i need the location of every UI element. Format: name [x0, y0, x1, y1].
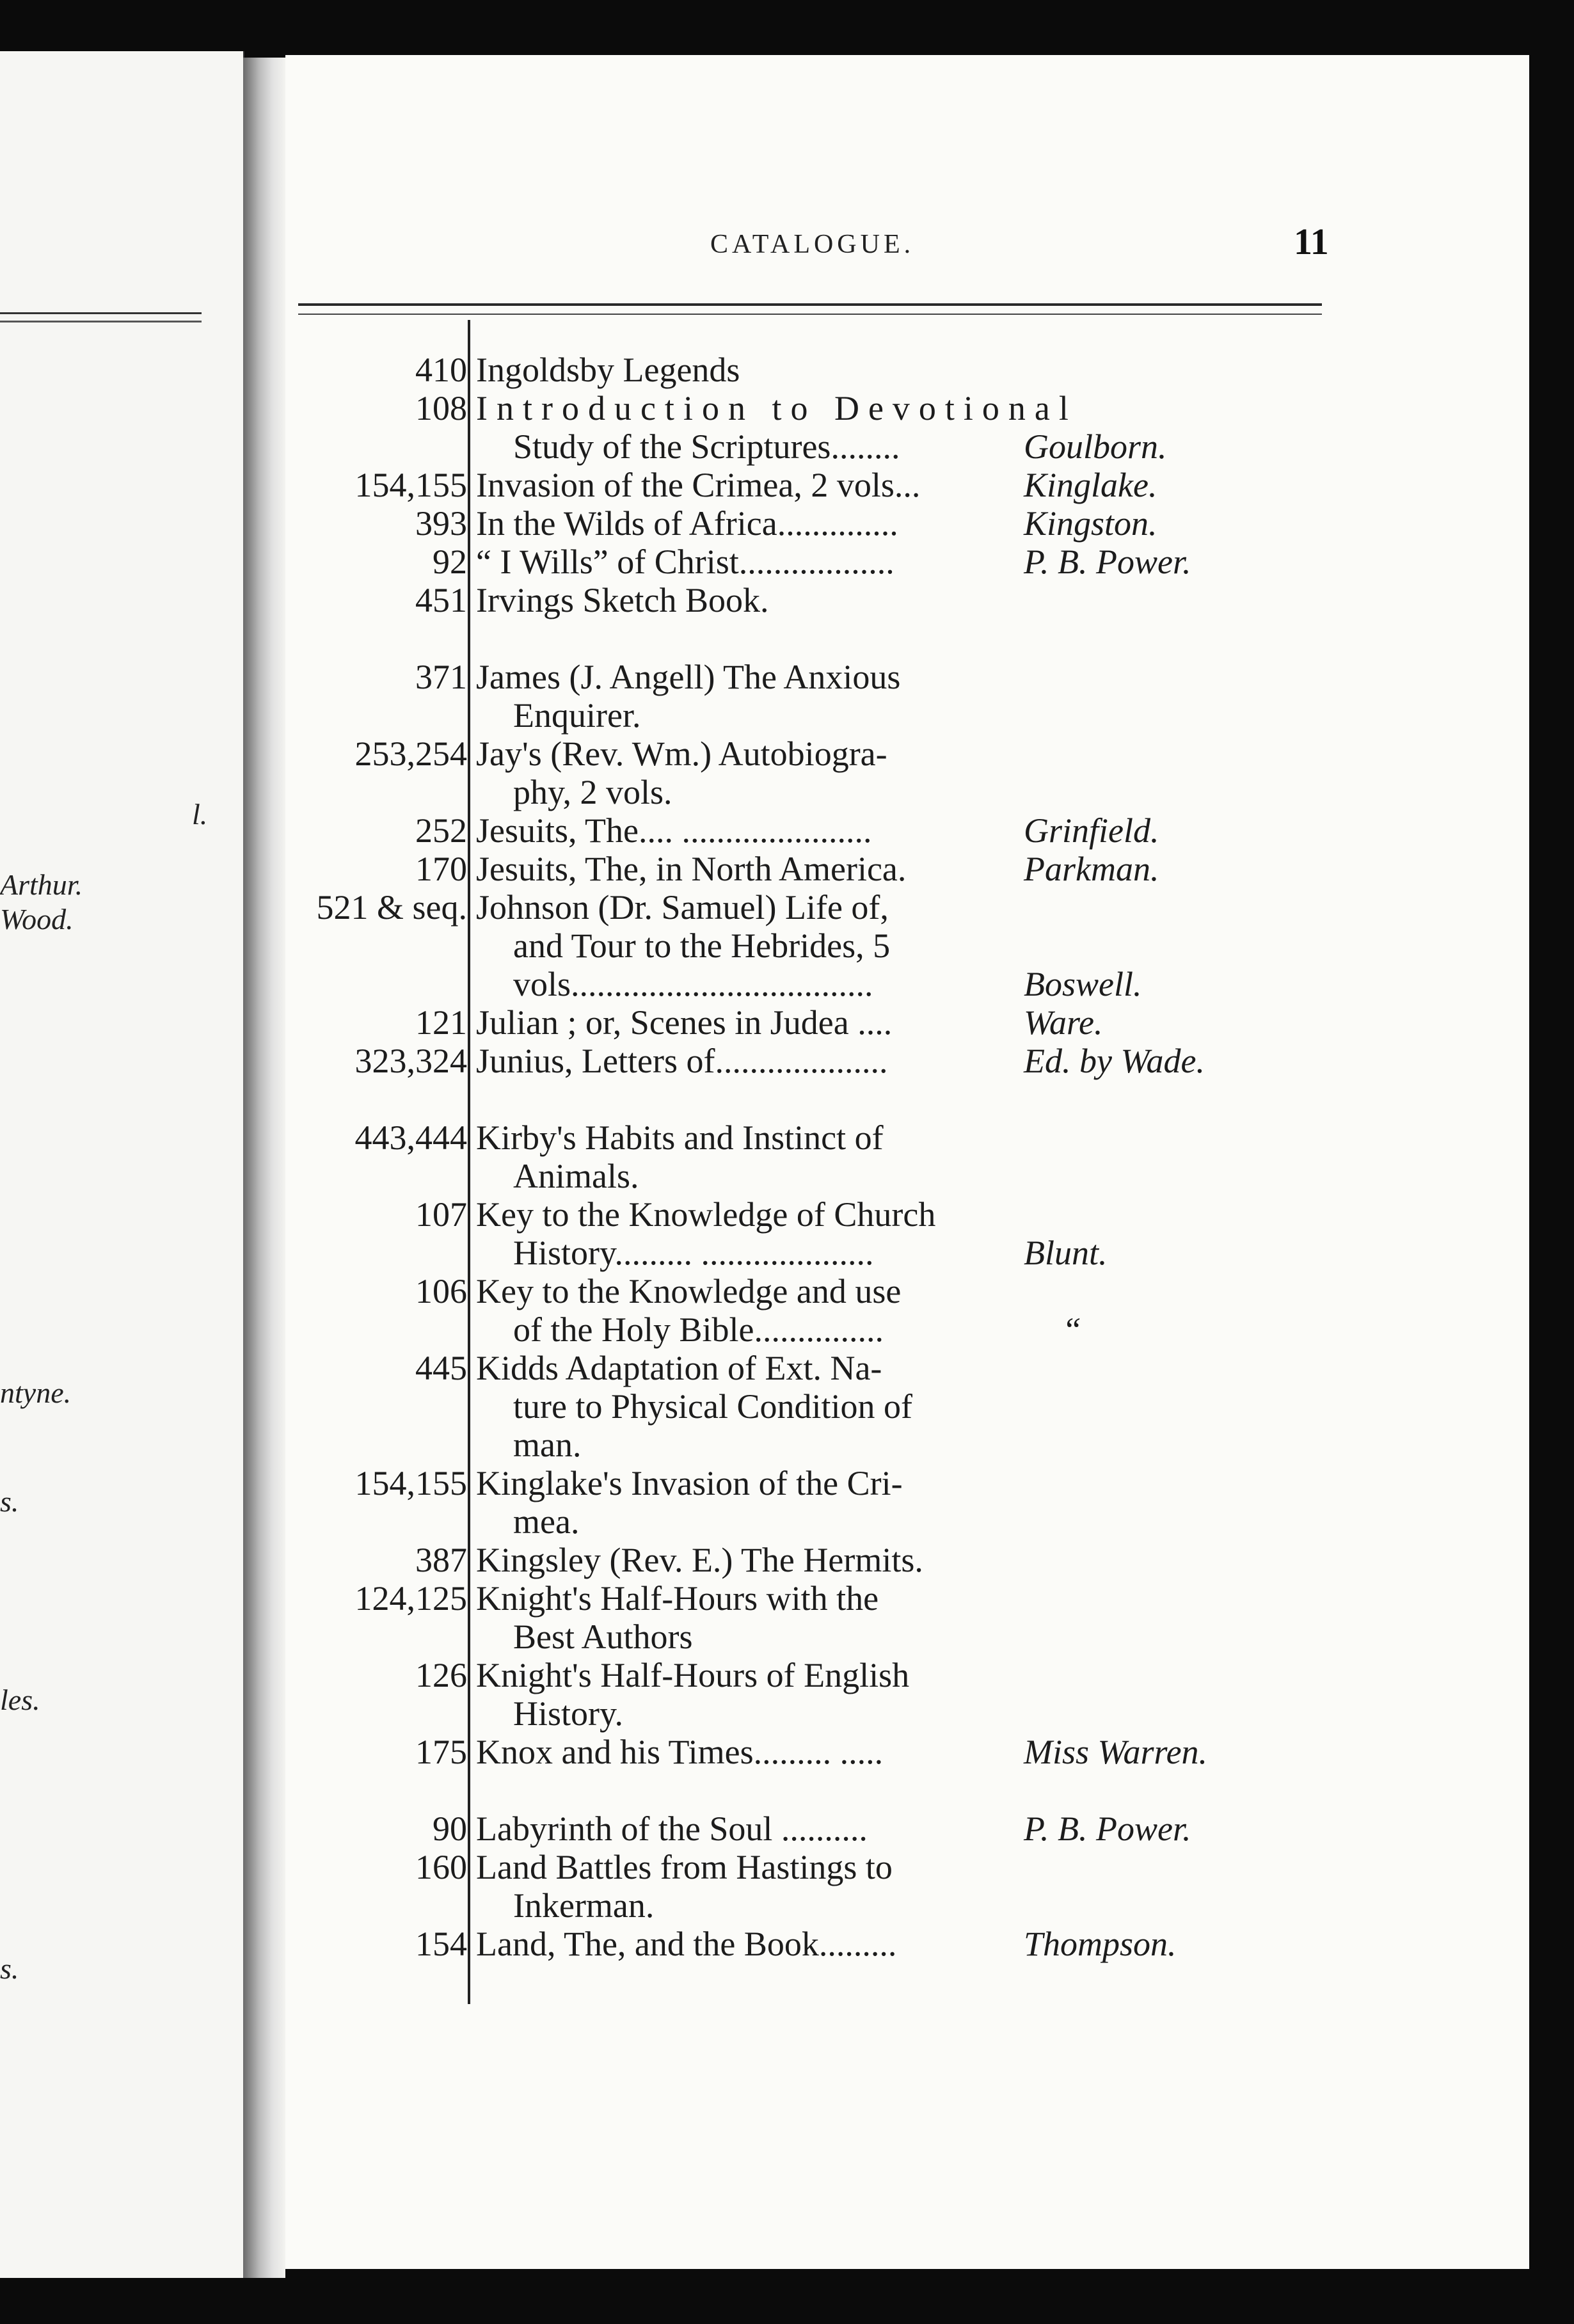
entry-title-continued: of the Holy Bible............... — [513, 1310, 884, 1349]
entry-number: 107 — [415, 1195, 467, 1234]
entry-title: Junius, Letters of.................... — [476, 1042, 888, 1080]
entry-title: Land Battles from Hastings to — [476, 1848, 893, 1886]
entry-title-continued: Inkerman. — [513, 1886, 655, 1925]
entry-number: 124,125 — [354, 1579, 467, 1618]
entry-title: Kinglake's Invasion of the Cri- — [476, 1464, 903, 1502]
header-rule — [298, 303, 1322, 315]
entry-number: 252 — [415, 811, 467, 850]
running-head: CATALOGUE. — [710, 230, 915, 259]
entry-title-continued: ture to Physical Condition of — [513, 1387, 912, 1426]
entry-title-continued: Best Authors — [513, 1618, 693, 1656]
entry-number: 387 — [415, 1541, 467, 1579]
entry-number: 410 — [415, 351, 467, 389]
entry-title-continued: Study of the Scriptures........ — [513, 427, 900, 466]
entry-title: Jesuits, The.... ...................... — [476, 811, 872, 850]
entry-number: 371 — [415, 658, 467, 696]
entry-number: 445 — [415, 1349, 467, 1387]
left-page-fragment: s. — [0, 1485, 19, 1518]
entry-author-ditto: “ — [1062, 1310, 1082, 1349]
entry-number: 451 — [415, 581, 467, 619]
entry-title: Knight's Half-Hours of English — [476, 1656, 910, 1694]
entry-author: Grinfield. — [1024, 811, 1159, 850]
entry-number: 323,324 — [354, 1042, 467, 1080]
left-page-fragment: s. — [0, 1952, 19, 1985]
entry-title: Invasion of the Crimea, 2 vols... — [476, 466, 921, 504]
left-page-fragment: ntyne. — [0, 1376, 72, 1409]
entry-title: Introduction to Devotional — [476, 389, 1077, 427]
entry-title: Johnson (Dr. Samuel) Life of, — [476, 888, 889, 927]
entry-title: Knox and his Times......... ..... — [476, 1733, 884, 1771]
entry-number: 154,155 — [354, 466, 467, 504]
entry-title-continued: vols................................... — [513, 965, 873, 1003]
entry-title-continued: History......... .................... — [513, 1234, 874, 1272]
entry-title: Julian ; or, Scenes in Judea .... — [476, 1003, 893, 1042]
entry-author: Boswell. — [1024, 965, 1142, 1003]
column-divider — [468, 320, 470, 2004]
left-page-fragment: les. — [0, 1683, 40, 1716]
entry-title-continued: History. — [513, 1694, 623, 1733]
entry-number: 521 & seq. — [316, 888, 467, 927]
left-page-fragment: l. — [192, 798, 208, 831]
entry-author: Blunt. — [1024, 1234, 1108, 1272]
entry-title: Labyrinth of the Soul .......... — [476, 1810, 868, 1848]
entry-title: Kidds Adaptation of Ext. Na- — [476, 1349, 882, 1387]
entry-number: 154 — [415, 1925, 467, 1963]
entry-title-continued: man. — [513, 1426, 582, 1464]
entry-author: Miss Warren. — [1024, 1733, 1208, 1771]
entry-title: Knight's Half-Hours with the — [476, 1579, 879, 1618]
entry-number: 170 — [415, 850, 467, 888]
entry-title-continued: phy, 2 vols. — [513, 773, 672, 811]
entry-author: Goulborn. — [1024, 427, 1167, 466]
entry-title: Ingoldsby Legends — [476, 351, 740, 389]
entry-title: In the Wilds of Africa.............. — [476, 504, 898, 543]
entry-number: 443,444 — [354, 1118, 467, 1157]
entry-title-continued: Animals. — [513, 1157, 639, 1195]
entry-number: 92 — [433, 543, 467, 581]
entry-title: Key to the Knowledge and use — [476, 1272, 902, 1310]
entry-title: Jay's (Rev. Wm.) Autobiogra- — [476, 735, 887, 773]
entry-author: Parkman. — [1024, 850, 1159, 888]
entry-number: 126 — [415, 1656, 467, 1694]
entry-number: 393 — [415, 504, 467, 543]
entry-author: Kinglake. — [1024, 466, 1157, 504]
entry-author: Thompson. — [1024, 1925, 1177, 1963]
entry-number: 108 — [415, 389, 467, 427]
entry-author: P. B. Power. — [1024, 543, 1191, 581]
entry-title: Key to the Knowledge of Church — [476, 1195, 936, 1234]
left-page-fragment: Arthur. — [0, 868, 83, 901]
entry-number: 90 — [433, 1810, 467, 1848]
entry-author: P. B. Power. — [1024, 1810, 1191, 1848]
entry-title: Kirby's Habits and Instinct of — [476, 1118, 884, 1157]
entry-number: 160 — [415, 1848, 467, 1886]
page-number: 11 — [1294, 221, 1329, 262]
entry-author: Ware. — [1024, 1003, 1103, 1042]
left-page-fragment: Wood. — [0, 903, 74, 935]
entry-number: 154,155 — [354, 1464, 467, 1502]
entry-title-continued: Enquirer. — [513, 696, 641, 735]
entry-number: 106 — [415, 1272, 467, 1310]
entry-number: 121 — [415, 1003, 467, 1042]
entry-title: “ I Wills” of Christ.................. — [476, 543, 894, 581]
entry-author: Ed. by Wade. — [1024, 1042, 1205, 1080]
entry-title: Kingsley (Rev. E.) The Hermits. — [476, 1541, 923, 1579]
entry-title: Land, The, and the Book......... — [476, 1925, 897, 1963]
entry-number: 175 — [415, 1733, 467, 1771]
entry-title: Jesuits, The, in North America. — [476, 850, 907, 888]
entry-author: Kingston. — [1024, 504, 1157, 543]
entry-title: James (J. Angell) The Anxious — [476, 658, 901, 696]
entry-number: 253,254 — [354, 735, 467, 773]
entry-title-continued: and Tour to the Hebrides, 5 — [513, 927, 891, 965]
entry-title-continued: mea. — [513, 1502, 580, 1541]
entry-title: Irvings Sketch Book. — [476, 581, 769, 619]
